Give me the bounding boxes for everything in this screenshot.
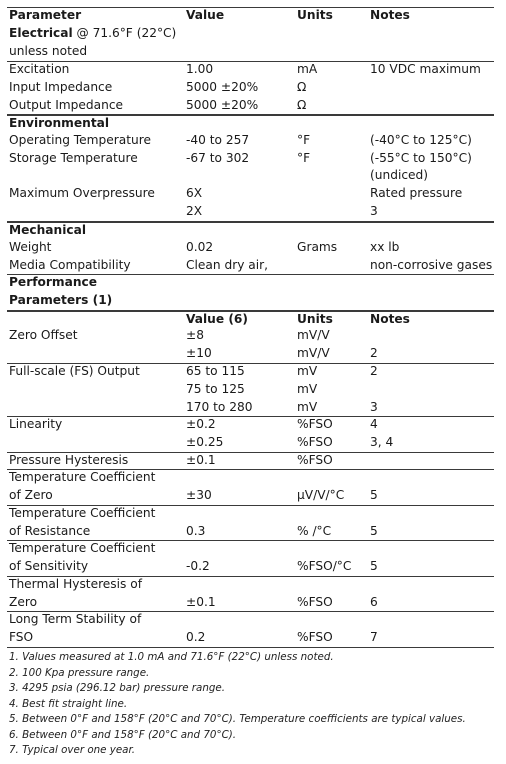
param-cell: Long Term Stability of: [9, 612, 142, 626]
units-cell: mV/V: [297, 346, 330, 360]
notes-cell: (-40°C to 125°C): [370, 133, 472, 147]
param-cell: Linearity: [9, 417, 63, 431]
value-cell: 0.2: [186, 630, 206, 644]
units-cell: °F: [297, 151, 311, 165]
param-cell: Weight: [9, 240, 52, 254]
units-cell: mV: [297, 364, 318, 378]
units-cell: mV: [297, 382, 318, 396]
footnote: 3. 4295 psia (296.12 bar) pressure range.: [9, 682, 226, 694]
value-cell: ±0.1: [186, 595, 216, 609]
section-title-performance: Performance: [9, 275, 97, 289]
units-cell: Ω: [297, 98, 307, 112]
header-parameter: Parameter: [9, 8, 82, 22]
units-cell: μV/V/°C: [297, 488, 345, 502]
param-cell: of Sensitivity: [9, 559, 89, 573]
value-cell: 2X: [186, 204, 203, 218]
value-cell: ±0.25: [186, 435, 224, 449]
units-cell: %FSO: [297, 453, 333, 467]
value-cell: Clean dry air,: [186, 258, 269, 272]
param-cell: Temperature Coefficient: [9, 541, 156, 555]
units-cell: mV: [297, 400, 318, 414]
param-cell: Temperature Coefficient: [9, 506, 156, 520]
param-cell: Zero: [9, 595, 38, 609]
param-cell: Full-scale (FS) Output: [9, 364, 140, 378]
param-cell: Excitation: [9, 62, 70, 76]
param-cell: Zero Offset: [9, 328, 78, 342]
units-cell: mA: [297, 62, 318, 76]
section-environmental: [7, 114, 494, 130]
divider: [7, 416, 494, 417]
param-cell: Media Compatibility: [9, 258, 131, 272]
units-cell: %FSO: [297, 435, 333, 449]
footnote: 7. Typical over one year.: [9, 744, 136, 756]
value-cell: 170 to 280: [186, 400, 253, 414]
value-cell: -40 to 257: [186, 133, 250, 147]
value-cell: 1.00: [186, 62, 214, 76]
notes-cell: Rated pressure: [370, 186, 463, 200]
notes-cell: 3: [370, 204, 378, 218]
value-cell: 75 to 125: [186, 382, 245, 396]
table-bottom-rule: [7, 647, 494, 648]
footnote: 2. 100 Kpa pressure range.: [9, 667, 150, 679]
value-cell: 65 to 115: [186, 364, 245, 378]
value-cell: 5000 ±20%: [186, 98, 259, 112]
units-cell: %FSO: [297, 595, 333, 609]
header-value: Value: [186, 8, 225, 22]
section-title-electrical: Electrical: [9, 26, 73, 40]
notes-cell: 10 VDC maximum: [370, 62, 481, 76]
notes-cell: 2: [370, 364, 378, 378]
param-cell: of Zero: [9, 488, 53, 502]
notes-cell: non-corrosive gases: [370, 258, 493, 272]
section-mechanical: [7, 221, 494, 237]
notes-cell: (-55°C to 150°C): [370, 151, 472, 165]
notes-cell: (undiced): [370, 168, 429, 182]
section-title-mechanical: Mechanical: [9, 223, 86, 237]
electrical-condition-text: unless noted: [9, 44, 88, 58]
footnote: 4. Best fit straight line.: [9, 698, 128, 710]
units-cell: %FSO/°C: [297, 559, 352, 573]
param-cell: Operating Temperature: [9, 133, 152, 147]
electrical-condition: @ 71.6°F (22°C): [72, 26, 177, 40]
value-cell: ±8: [186, 328, 204, 342]
value-cell: 5000 ±20%: [186, 80, 259, 94]
perf-header-units: Units: [297, 312, 333, 326]
value-cell: 0.3: [186, 524, 206, 538]
table-header-row: [7, 7, 494, 22]
perf-header-value: Value (6): [186, 312, 248, 326]
notes-cell: 2: [370, 346, 378, 360]
param-cell: of Resistance: [9, 524, 91, 538]
notes-cell: 6: [370, 595, 378, 609]
value-cell: -0.2: [186, 559, 210, 573]
header-units: Units: [297, 8, 333, 22]
value-cell: ±0.2: [186, 417, 216, 431]
units-cell: Ω: [297, 80, 307, 94]
notes-cell: xx lb: [370, 240, 400, 254]
units-cell: %FSO: [297, 630, 333, 644]
header-notes: Notes: [370, 8, 410, 22]
param-cell: FSO: [9, 630, 34, 644]
value-cell: ±0.1: [186, 453, 216, 467]
notes-cell: 3, 4: [370, 435, 394, 449]
param-cell: Thermal Hysteresis of: [9, 577, 143, 591]
perf-header-row: [7, 310, 494, 326]
notes-cell: 3: [370, 400, 378, 414]
section-title-environmental: Environmental: [9, 116, 110, 130]
notes-cell: 7: [370, 630, 378, 644]
value-cell: 6X: [186, 186, 203, 200]
param-cell: Storage Temperature: [9, 151, 138, 165]
units-cell: °F: [297, 133, 311, 147]
units-cell: % /°C: [297, 524, 332, 538]
footnote: 5. Between 0°F and 158°F (20°C and 70°C). Temperature coefficients are typical values.: [9, 713, 466, 725]
param-cell: Pressure Hysteresis: [9, 453, 129, 467]
value-cell: -67 to 302: [186, 151, 250, 165]
notes-cell: 4: [370, 417, 378, 431]
param-cell: Maximum Overpressure: [9, 186, 155, 200]
units-cell: %FSO: [297, 417, 333, 431]
param-cell: Temperature Coefficient: [9, 470, 156, 484]
section-title-performance-params: Parameters (1): [9, 293, 113, 307]
footnote: 1. Values measured at 1.0 mA and 71.6°F (22°C) unless noted.: [9, 651, 334, 663]
param-cell: Output Impedance: [9, 98, 124, 112]
footnote: 6. Between 0°F and 158°F (20°C and 70°C).: [9, 729, 237, 741]
value-cell: ±30: [186, 488, 212, 502]
param-cell: Input Impedance: [9, 80, 113, 94]
value-cell: ±10: [186, 346, 212, 360]
notes-cell: 5: [370, 524, 378, 538]
notes-cell: 5: [370, 488, 378, 502]
perf-header-notes: Notes: [370, 312, 410, 326]
units-cell: Grams: [297, 240, 338, 254]
value-cell: 0.02: [186, 240, 214, 254]
notes-cell: 5: [370, 559, 378, 573]
units-cell: mV/V: [297, 328, 330, 342]
